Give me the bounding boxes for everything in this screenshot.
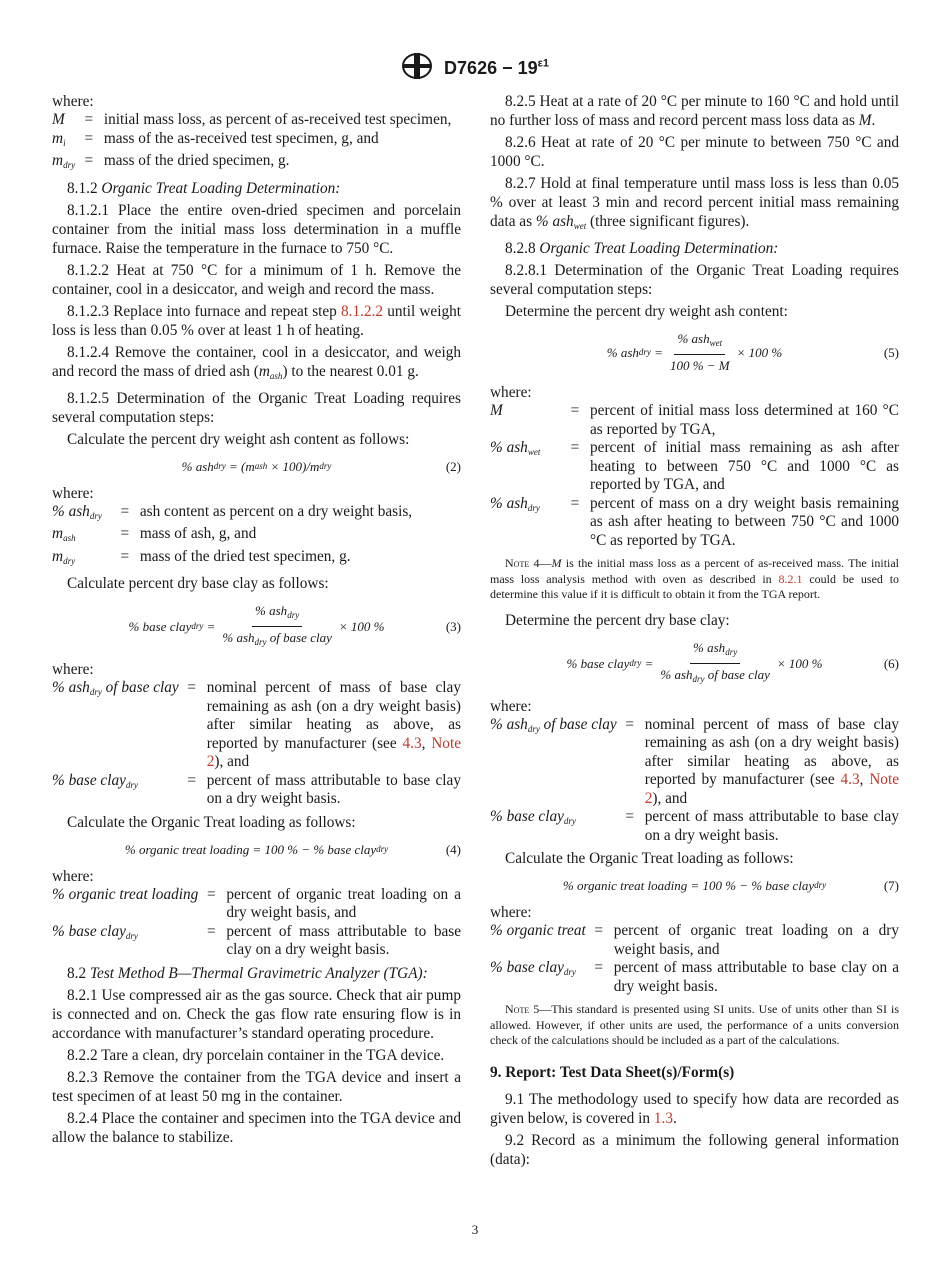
definition-row: % ash$_{dry}$ of base clay = nominal percent of mass of base clay remaining as ash (on a dry weight basis) after similar heating as above, as reported by manufacturer (see 4.3, Note 2), and xyxy=(490,715,899,807)
definition-row: $m_{ash}$ = mass of ash, g, and xyxy=(52,525,257,543)
symbol: $m_{dry}$ xyxy=(52,152,76,170)
note-4: Note 4—M is the initial mass loss as a percent of as-received mass. The initial mass loss analysis method with oven as described in 8.2.1 could be used to determine this value if it is difficult to obtain it from the TGA report. xyxy=(490,556,900,601)
para-8-2-7: 8.2.7 Hold at final temperature until mass loss is less than 0.05 % over at least 3 min and record percent initial mass remaining data as % ash$_{wet}$ (three significant figures). xyxy=(490,175,899,231)
calc-ash-text: Calculate the percent dry weight ash content as follows: xyxy=(67,430,410,448)
definitions-2 xyxy=(52,503,461,571)
para-8-2-1: 8.2.1 Use compressed air as the gas source. Check that air pump is connected and on. Check the gas flow rate ensuring flow is in accordance with manufacturer’s standard operating procedure. xyxy=(52,986,461,1042)
ref-link[interactable]: Note 2 xyxy=(644,771,899,807)
symbol: $m_i$ xyxy=(52,129,66,148)
definition-row: % ash$_{dry}$ = ash content as percent on a dry weight basis, xyxy=(52,502,413,521)
note-5: Note 5—This standard is presented using SI units. Use of units other than SI is allowed. However, if other units are used, the performance of a units conversion check of the calculations should be included as a part of the calculations. xyxy=(490,1002,900,1047)
edition: ε1 xyxy=(537,57,549,70)
para-9-2: 9.2 Record as a minimum the following general information (data): xyxy=(490,1131,899,1168)
where-label: where: xyxy=(490,904,532,921)
definitions-7 xyxy=(490,922,899,996)
definition-row: M = initial mass loss, as percent of as-received test specimen, xyxy=(52,111,452,128)
definitions-1 xyxy=(52,111,461,175)
para-8-2-5: 8.2.5 Heat at a rate of 20 °C per minute to 160 °C and hold until no further loss of mass and record percent mass loss data as M. xyxy=(490,93,899,129)
equation-number: (7) xyxy=(883,878,899,893)
para-8-2-8-1: 8.2.8.1 Determination of the Organic Treat Loading requires several computation steps: xyxy=(490,262,899,298)
ref-link[interactable]: Note 2 xyxy=(206,734,461,770)
para-8-2-4: 8.2.4 Place the container and specimen into the TGA device and allow the balance to stabilize. xyxy=(52,1109,461,1146)
para-8-1-2-2: 8.1.2.2 Heat at 750 °C for a minimum of 1 h. Remove the container, cool in a desiccator, and weigh and record the mass. xyxy=(52,261,461,298)
symbol: M xyxy=(52,111,65,128)
equation-2: % ash dry = (m ash × 100)/m dry (2) xyxy=(181,458,461,474)
where-label: where: xyxy=(490,384,532,401)
ref-link[interactable]: 4.3 xyxy=(840,771,860,788)
para-8-2-3: 8.2.3 Remove the container from the TGA device and insert a test specimen of at least 50 mg in the container. xyxy=(52,1068,461,1105)
where-label: where: xyxy=(52,93,94,110)
equation-6: % base clay dry = $\frac{\% ash_{dry}}{\% ash_{dry} of base clay}$ × 100 % (6) xyxy=(566,639,899,684)
page-header xyxy=(0,52,950,85)
definition-row: M = percent of initial mass loss determined at 160 °C as reported by TGA, xyxy=(490,402,899,438)
definitions-4 xyxy=(52,886,461,960)
equation-number: (4) xyxy=(445,841,461,857)
equation-3: % base clay dry = $\frac{\% ash_{dry}}{\% ash_{dry} of base clay}$ × 100 % (3) xyxy=(128,603,461,647)
calc-otl-text: Calculate the Organic Treat loading as follows: xyxy=(67,813,356,831)
ref-link[interactable]: 4.3 xyxy=(402,734,422,752)
equation-number: (3) xyxy=(445,619,461,634)
definition-row: % base clay$_{dry}$ = percent of mass attributable to base clay on a dry weight basis. xyxy=(52,771,461,807)
para-8-2-6: 8.2.6 Heat at rate of 20 °C per minute to between 750 °C and 1000 °C. xyxy=(490,134,899,170)
right-column xyxy=(490,92,899,1172)
equation-number: (6) xyxy=(883,655,899,671)
where-label: where: xyxy=(52,661,94,678)
definition-row: $m_{dry}$ = mass of the dried test specimen, g. xyxy=(52,547,351,566)
para-9-1: 9.1 The methodology used to specify how data are recorded as given below, is covered in 1.3. xyxy=(490,1090,899,1127)
definition-row: % ash$_{dry}$ = percent of mass on a dry weight basis remaining as ash after heating to between 750 °C and 1000 °C as reported by TGA. xyxy=(490,494,899,549)
equation-number: (2) xyxy=(445,458,461,474)
definition-row: % base clay$_{dry}$ = percent of mass attributable to base clay on a dry weight basis. xyxy=(490,808,899,844)
section-9-heading: 9. Report: Test Data Sheet(s)/Form(s) xyxy=(490,1063,735,1081)
where-label: where: xyxy=(490,697,532,715)
definition-row: % organic treat = percent of organic treat loading on a dry weight basis, and xyxy=(490,922,899,958)
calc-clay-text: Calculate percent dry base clay as follows: xyxy=(67,575,329,592)
calc-otl-text: Calculate the Organic Treat loading as follows: xyxy=(505,850,794,867)
para-8-1-2-5: 8.1.2.5 Determination of the Organic Treat Loading requires several computation steps: xyxy=(52,389,461,426)
where-label: where: xyxy=(52,867,94,885)
definition-row: % base clay$_{dry}$ = percent of mass attributable to base clay on a dry weight basis. xyxy=(490,959,899,995)
left-column xyxy=(52,92,461,1150)
definition-row: $m_{dry}$ = mass of the dried specimen, g. xyxy=(52,152,461,175)
para-8-1-2-1: 8.1.2.1 Place the entire oven-dried specimen and porcelain container from the initial mass loss determination in a muffle furnace. Raise the temperature in the furnace to 750 °C. xyxy=(52,201,461,257)
para-8-1-2-4: 8.1.2.4 Remove the container, cool in a desiccator, and weigh and record the mass of dried ash $(m_{ash})$ to the nearest 0.01 g. xyxy=(52,343,461,381)
section-8-2: 8.2 Test Method B—Thermal Gravimetric Analyzer (TGA): xyxy=(67,964,428,982)
definitions-6 xyxy=(490,716,899,846)
ref-link[interactable]: 1.3 xyxy=(653,1109,673,1127)
where-label: where: xyxy=(52,484,94,502)
section-8-2-8: 8.2.8 Organic Treat Loading Determination: xyxy=(505,240,779,257)
det-clay-text: Determine the percent dry base clay: xyxy=(505,611,730,629)
definition-row: % base clay$_{dry}$ = percent of mass attributable to base clay on a dry weight basis. xyxy=(52,922,461,958)
designation: D7626 − 19 xyxy=(444,58,538,78)
equation-4: % organic treat loading = 100 % − % base clay dry (4) xyxy=(124,841,461,857)
equation-number: (5) xyxy=(883,344,899,360)
ref-link[interactable]: 8.2.1 xyxy=(778,571,803,586)
equation-5: % ash dry = $\frac{\% ash_{wet}}{100 \% - M}$ × 100 % (5) xyxy=(606,331,899,373)
ref-link[interactable]: 8.1.2.2 xyxy=(340,302,384,320)
definition-row: % ash$_{wet}$ = percent of initial mass remaining as ash after heating to between 750 °C and 1000 °C as reported by TGA, and xyxy=(490,439,899,493)
astm-logo-icon xyxy=(401,52,433,85)
section-8-1-2: 8.1.2 Organic Treat Loading Determination: xyxy=(67,179,341,197)
para-8-2-2: 8.2.2 Tare a clean, dry porcelain container in the TGA device. xyxy=(67,1046,445,1064)
definitions-3 xyxy=(52,679,461,809)
definition-row: $m_i$ = mass of the as-received test specimen, g, and xyxy=(52,130,461,153)
det-ash-text: Determine the percent dry weight ash content: xyxy=(505,303,788,320)
definitions-5 xyxy=(490,402,899,550)
equation-7: % organic treat loading = 100 % − % base clay dry (7) xyxy=(562,878,899,893)
definition-row: % organic treat loading = percent of organic treat loading on a dry weight basis, and xyxy=(52,885,461,921)
definition-row: % ash$_{dry}$ of base clay = nominal percent of mass of base clay remaining as ash (on a dry weight basis) after similar heating as above, as reported by manufacturer (see 4.3, Note 2), and xyxy=(52,679,461,770)
para-8-1-2-3: 8.1.2.3 Replace into furnace and repeat step 8.1.2.2 until weight loss is less than 0.05 % over at least 1 h of heating. xyxy=(52,302,462,339)
page-number: 3 xyxy=(471,1222,479,1237)
